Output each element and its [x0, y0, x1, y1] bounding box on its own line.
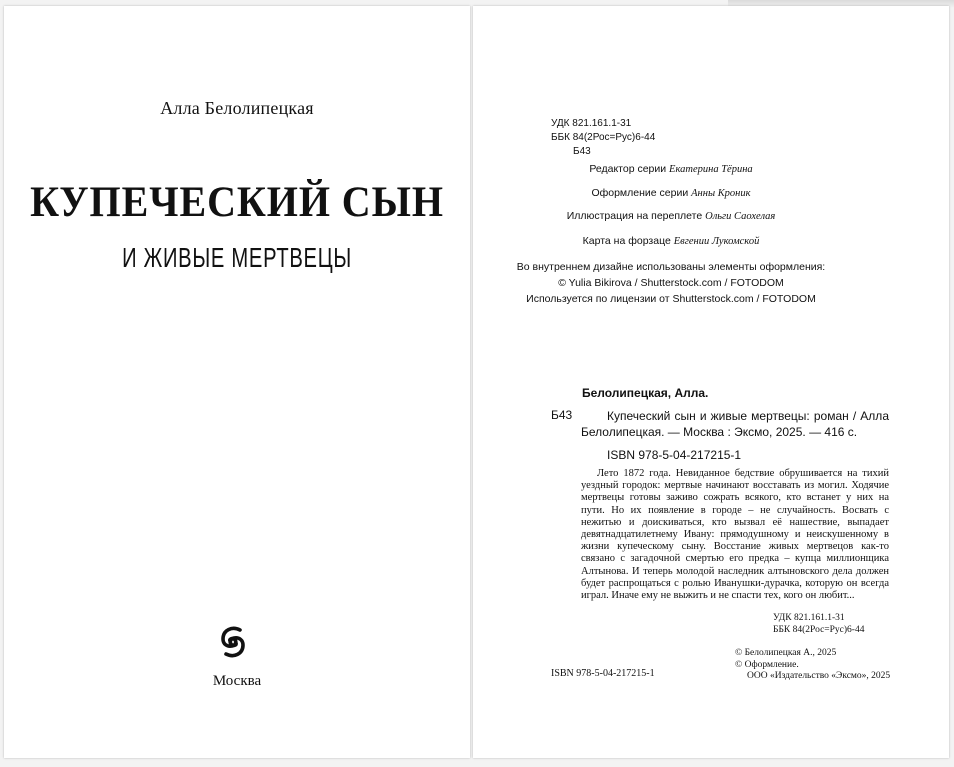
left-page: [4, 6, 470, 758]
credit-series-design: Оформление серии Анны Кроник: [591, 187, 751, 199]
annotation-codes: [773, 612, 864, 636]
design-note-line: Используется по лицензии от Shutterstock.com / FOTODOM: [526, 293, 816, 305]
copyright-line: © Оформление.: [735, 659, 799, 670]
entry-isbn: ISBN 978-5-04-217215-1: [607, 448, 742, 462]
credit-editor: Редактор серии Екатерина Тёрина: [589, 163, 753, 175]
bbk-code: ББК 84(2Рос=Рус)6-44: [773, 625, 865, 635]
entry-code: Б43: [551, 408, 573, 422]
udk-code: УДК 821.161.1-31: [551, 118, 632, 129]
udk-code: УДК 821.161.1-31: [773, 613, 845, 623]
book-title: КУПЕЧЕСКИЙ СЫН: [30, 179, 444, 226]
design-note-line: © Yulia Bikirova / Shutterstock.com / FOTODOM: [558, 277, 784, 289]
credit-endpaper-map: Карта на форзаце Евгении Лукомской: [582, 235, 760, 247]
entry-description: Купеческий сын и живые мертвецы: роман / Алла Белолипецкая. — Москва : Эксмо, 2025. — 416 с.: [581, 409, 889, 439]
design-note: [473, 259, 869, 307]
right-page: [473, 6, 949, 758]
entry-author: Белолипецкая, Алла.: [582, 386, 709, 400]
copyrights: [735, 648, 890, 683]
annotation: Лето 1872 года. Невиданное бедствие обрушивается на тихий уездный городок: мертвые начинают восставать из могил. Ходячие мертвецы готовы заживо сожрать всякого, кто встанет у них на пути. Но их появление в городе – не случайность. Восвать с нежитью и доискиваться, кто вызвал её нашествие, выпадает девятнадцатилетнему Ивану: прямодушному и неискушенному в жизни купеческому сыну. Восстание живых мертвецов как-то связано с загадочной смертью его предка – купца миллионщика Алтынова. И теперь молодой наследник алтыновского дела должен будет распрощаться с ролью Иванушки-дурачка, которую он всегда играл. Иначе ему не выжить и не спасти тех, кого он любит...: [581, 468, 889, 602]
copyright-line: © Белолипецкая А., 2025: [735, 648, 837, 658]
credit-cover-illustration: Иллюстрация на переплете Ольги Саохелая: [566, 210, 776, 222]
author-mark: Б43: [573, 146, 591, 157]
isbn-bottom: ISBN 978-5-04-217215-1: [551, 668, 655, 679]
book-subtitle: И ЖИВЫЕ МЕРТВЕЦЫ: [122, 242, 352, 273]
bbk-code: ББК 84(2Рос=Рус)6-44: [551, 132, 656, 143]
book-author: Алла Белолипецкая: [160, 98, 314, 118]
classification-codes: [551, 117, 655, 159]
publisher-city: Москва: [212, 673, 262, 689]
eksmo-logo-icon: [218, 624, 248, 660]
design-note-line: Во внутреннем дизайне использованы элементы оформления:: [516, 261, 826, 273]
copyright-line: ООО «Издательство «Эксмо», 2025: [747, 671, 891, 681]
